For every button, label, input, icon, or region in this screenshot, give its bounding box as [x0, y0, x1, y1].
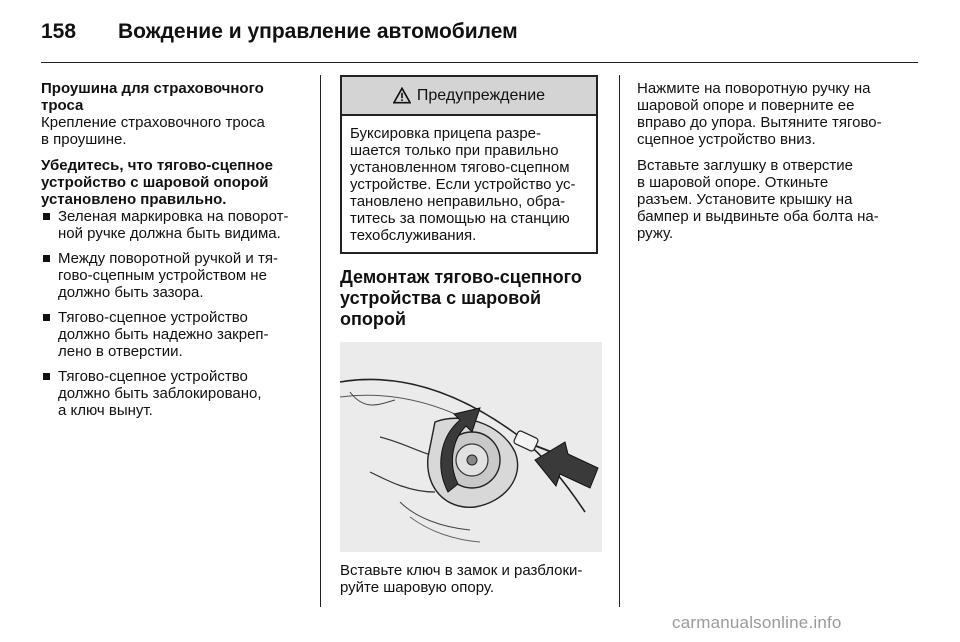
illustration-caption — [340, 562, 602, 596]
text-line: а ключ вынут. — [58, 402, 153, 419]
check-heading — [41, 157, 306, 208]
header-divider — [41, 62, 918, 63]
paragraph-rotate-knob — [637, 80, 920, 148]
intro-paragraph — [41, 114, 306, 148]
page-header — [41, 14, 921, 54]
warning-text — [342, 116, 596, 252]
text-line: гово-сцепным устройством не — [58, 267, 267, 284]
page-title: Вождение и управление автомобилем — [118, 20, 518, 43]
text-line: Тягово-сцепное устройство — [58, 368, 248, 385]
watermark: carmanualsonline.info — [672, 613, 842, 632]
text-line: в шаровой опоре. Откиньте — [637, 174, 829, 191]
bullet-square-icon — [43, 314, 50, 321]
bullet-square-icon — [43, 255, 50, 262]
text-line: устройство с шаровой опорой — [41, 174, 269, 191]
column-1 — [41, 80, 306, 427]
text-line: Вставьте ключ в замок и разблоки- — [340, 562, 583, 579]
bullet-square-icon — [43, 373, 50, 380]
warning-title: Предупреждение — [416, 87, 546, 104]
column-divider-2 — [619, 75, 620, 607]
text-line: Проушина для страховочного — [41, 80, 264, 97]
text-line: установленном тягово-сцепном — [350, 159, 570, 176]
text-line: Убедитесь, что тягово-сцепное — [41, 157, 273, 174]
text-line: бампер и выдвиньте оба болта на- — [637, 208, 879, 225]
text-line: должно быть зазора. — [58, 284, 204, 301]
text-line: троса — [41, 97, 84, 114]
key-lock-illustration — [340, 342, 602, 552]
text-line: ной ручке должна быть видима. — [58, 225, 281, 242]
text-line: должно быть заблокировано, — [58, 385, 262, 402]
column-3 — [637, 80, 920, 242]
list-item — [41, 208, 306, 242]
column-divider-1 — [320, 75, 321, 607]
text-line: лено в отверстии. — [58, 343, 183, 360]
text-line: Нажмите на поворотную ручку на — [637, 80, 871, 97]
text-line: Зеленая маркировка на поворот- — [58, 208, 289, 225]
text-line: руйте шаровую опору. — [340, 579, 495, 596]
text-line: тановлено неправильно, обра- — [350, 193, 566, 210]
paragraph-insert-plug — [637, 157, 920, 242]
warning-box — [340, 75, 598, 254]
text-line: шаровой опоре и поверните ее — [637, 97, 855, 114]
list-item — [41, 368, 306, 419]
text-line: Буксировка прицепа разре- — [350, 125, 541, 142]
text-line: Крепление страховочного троса — [41, 114, 265, 131]
text-line: титесь за помощью на станцию — [350, 210, 570, 227]
subhead-tow-eye — [41, 80, 306, 114]
removal-illustration — [340, 342, 602, 552]
section-heading-removal — [340, 267, 602, 330]
text-line: Демонтаж тягово-сцепного — [340, 267, 582, 287]
text-line: Между поворотной ручкой и тя- — [58, 250, 278, 267]
text-line: разъем. Установите крышку на — [637, 191, 853, 208]
column-2 — [340, 75, 602, 596]
check-list — [41, 208, 306, 419]
warning-triangle-icon — [393, 87, 411, 104]
text-line: устройстве. Если устройство ус- — [350, 176, 576, 193]
text-line: ружу. — [637, 225, 674, 242]
bullet-square-icon — [43, 213, 50, 220]
text-line: должно быть надежно закреп- — [58, 326, 269, 343]
text-line: техобслуживания. — [350, 227, 477, 244]
text-line: Тягово-сцепное устройство — [58, 309, 248, 326]
text-line: в проушине. — [41, 131, 127, 148]
page-number: 158 — [41, 20, 77, 43]
text-line: сцепное устройство вниз. — [637, 131, 816, 148]
text-line: вправо до упора. Вытяните тягово- — [637, 114, 882, 131]
list-item — [41, 309, 306, 360]
text-line: устройства с шаровой опорой — [340, 288, 542, 329]
text-line: Вставьте заглушку в отверстие — [637, 157, 854, 174]
text-line: шается только при правильно — [350, 142, 559, 159]
text-line: установлено правильно. — [41, 191, 227, 208]
warning-header — [342, 77, 596, 116]
list-item — [41, 250, 306, 301]
